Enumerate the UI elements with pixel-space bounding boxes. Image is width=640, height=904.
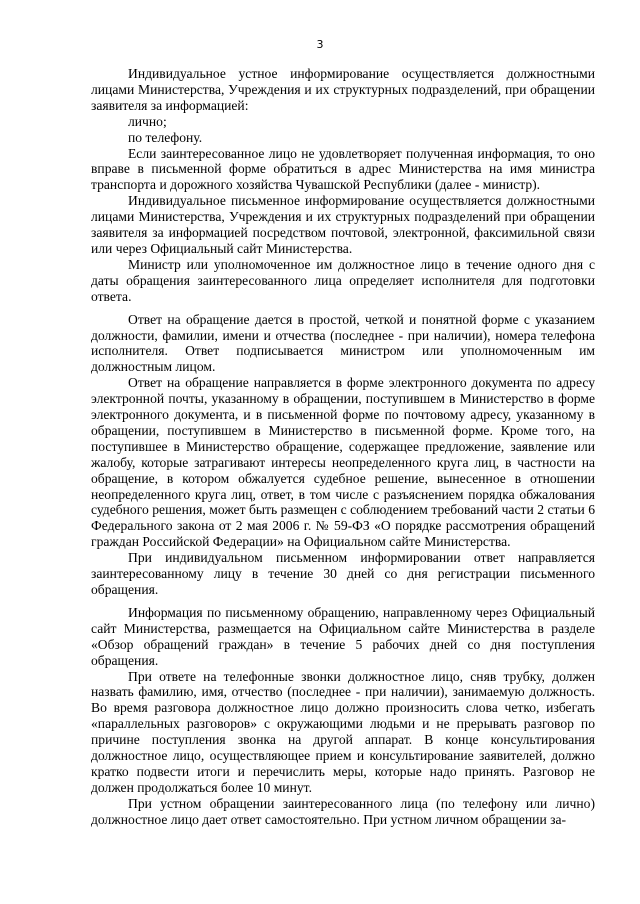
paragraph-phone-calls: При ответе на телефонные звонки должностное лицо, сняв трубку, должен назвать фамилию, имя, отчество (последнее - при наличии), занимаемую должность. Во время разговора должностное лицо должно произносить слова четко, избегать «параллельных разговоров» с окружающими людьми и не прерывать разговор по причине поступления звонка на другой аппарат. В конце консультирования должностное лицо, осуществляющее прием и консультирование заявителей, должно кратко подвести итоги и перечислить меры, которые надо принять. Разговор не должен продолжаться более 10 минут. bbox=[91, 668, 595, 795]
paragraph-oral-informing: Индивидуальное устное информирование осуществляется должностными лицами Министерства, Учреждения и их структурных подразделений, при обращении заявителя за информацией: bbox=[91, 66, 595, 113]
list-item-by-phone: по телефону. bbox=[128, 129, 203, 145]
paragraph-website-review: Информация по письменному обращению, направленному через Официальный сайт Министерства, размещается на Официальном сайте Министерства в разделе «Обзор обращений граждан» в течение 5 рабочих дней со дня поступления обращения. bbox=[91, 604, 595, 668]
paragraph-30-days: При индивидуальном письменном информировании ответ направляется заинтересованному лицу в течение 30 дней со дня регистрации письменного обращения. bbox=[91, 550, 595, 597]
list-item-in-person: лично; bbox=[128, 113, 167, 129]
paragraph-answer-form: Ответ на обращение дается в простой, четкой и понятной форме с указанием должности, фамилии, имени и отчества (последнее - при наличии), номера телефона исполнителя. Ответ подписывается министром или уполномоченным им должностным лицом. bbox=[91, 311, 595, 375]
page-number: 3 bbox=[316, 38, 324, 51]
paragraph-written-informing: Индивидуальное письменное информирование осуществляется должностными лицами Министерства, Учреждения и их структурных подразделений при обращении заявителя за информацией посредством почтовой, электронной, факсимильной связи или через Официальный сайт Министерства. bbox=[91, 193, 595, 256]
paragraph-dissatisfied: Если заинтересованное лицо не удовлетворяет полученная информация, то оно вправе в письменной форме обратиться в адрес Министерства на имя министра транспорта и дорожного хозяйства Чувашской Республики (далее - министр). bbox=[91, 145, 595, 193]
paragraph-executor: Министр или уполномоченное им должностное лицо в течение одного дня с даты обращения заинтересованного лица определяет исполнителя для подготовки ответа. bbox=[91, 256, 595, 304]
document-body bbox=[91, 66, 595, 828]
paragraph-answer-delivery: Ответ на обращение направляется в форме электронного документа по адресу электронной почты, указанному в обращении, поступившем в Министерство в форме электронного документа, и в письменной форме по почтовому адресу, указанному в обращении, поступившем в Министерство в письменной форме. Кроме того, на поступившее в Министерство обращение, содержащее предложение, заявление или жалобу, которые затрагивают интересы неопределенного круга лиц, в частности на обращение, в котором обжалуется судебное решение, вынесенное в отношении неопределенного круга лиц, ответ, в том числе с разъяснением порядка обжалования судебного решения, может быть размещен с соблюдением требований части 2 статьи 6 Федерального закона от 2 мая 2006 г. № 59-ФЗ «О порядке рассмотрения обращений граждан Российской Федерации» на Официальном сайте Министерства. bbox=[91, 375, 595, 550]
paragraph-oral-appeal: При устном обращении заинтересованного лица (по телефону или лично) должностное лицо дает ответ самостоятельно. При устном личном обращении за- bbox=[91, 795, 595, 827]
